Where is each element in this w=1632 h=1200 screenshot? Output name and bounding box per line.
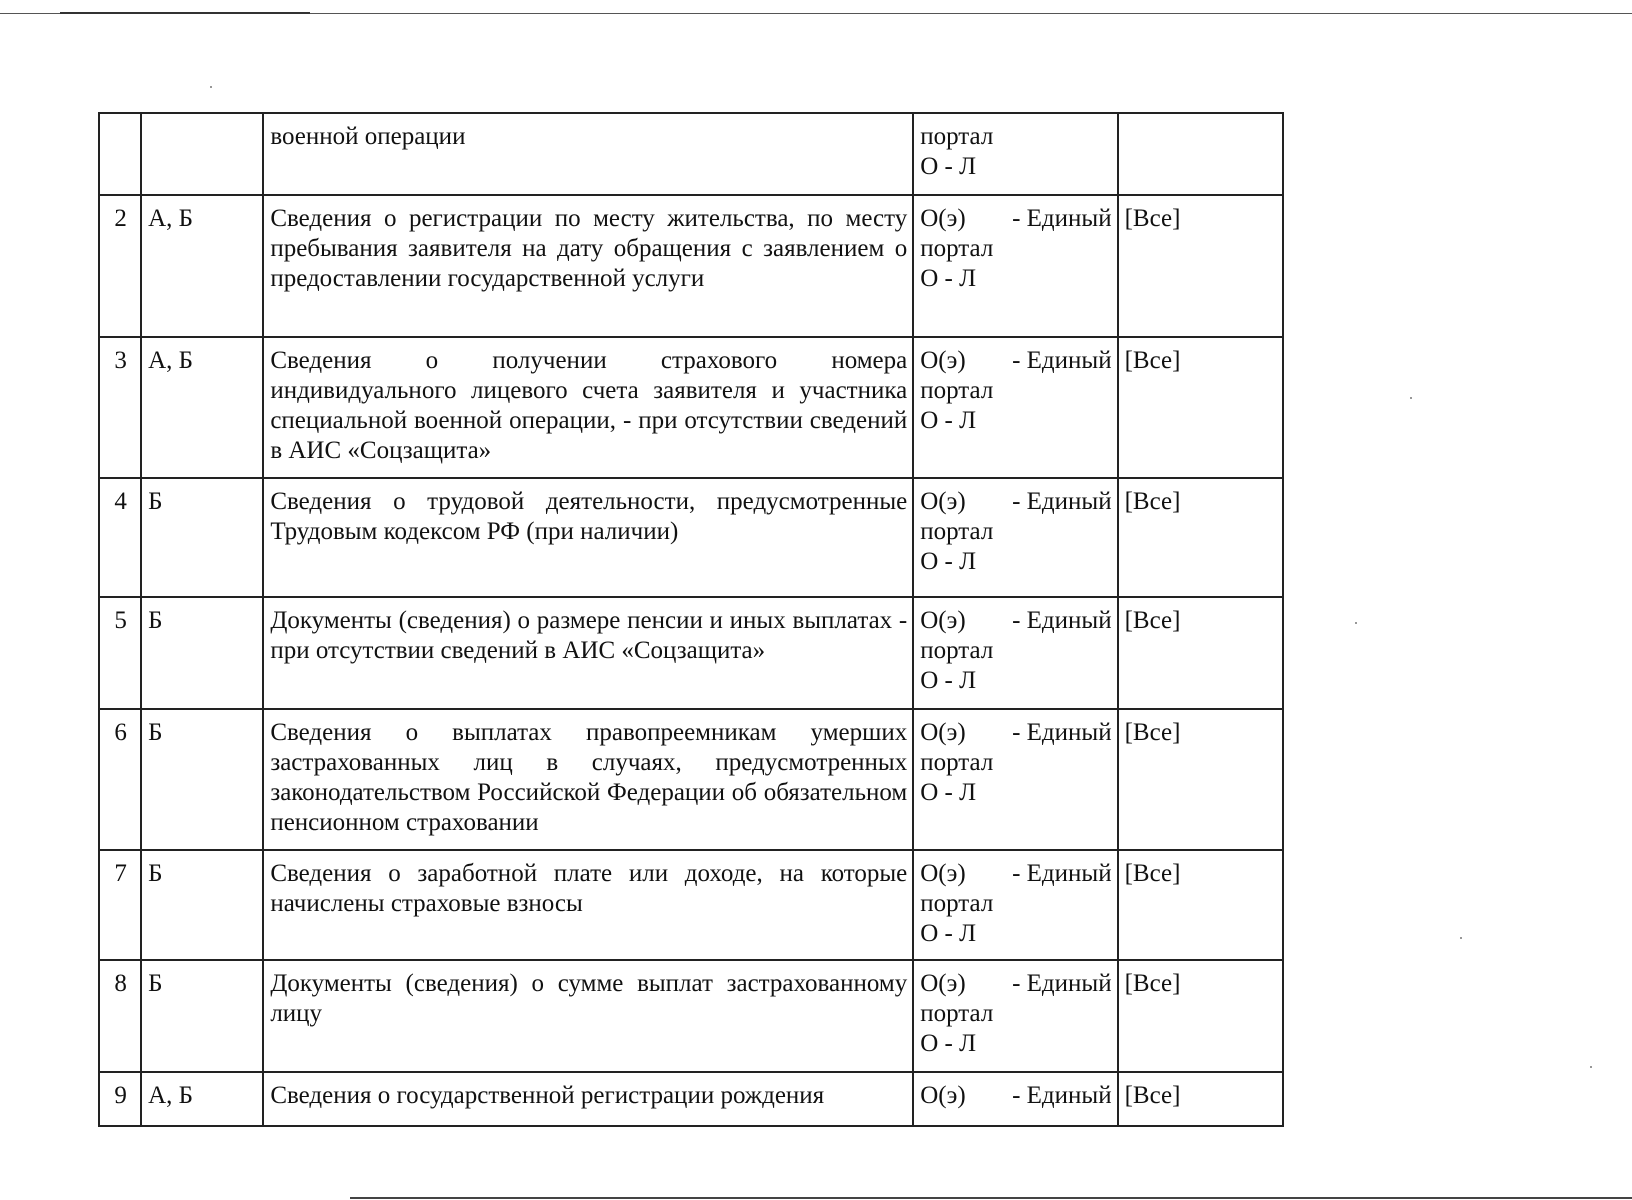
source-form-code: О - Л (920, 779, 977, 806)
source-type: О(э) (920, 607, 966, 634)
table-row (99, 478, 1283, 597)
row-description: Документы (сведения) о размере пенсии и иных выплатах - при отсутствии сведений в АИС «Соцзащита» (263, 597, 913, 709)
source-type: О(э) (920, 488, 966, 515)
source-portal-name: - Единый (1012, 860, 1112, 887)
row-recipients: [Все] (1118, 1072, 1283, 1126)
row-description: Сведения о регистрации по месту жительства, по месту пребывания заявителя на дату обращения с заявлением о предоставлении государственной услуги (263, 195, 913, 337)
row-categories: Б (141, 478, 263, 597)
table-row (99, 850, 1283, 960)
source-type: О(э) (920, 347, 966, 374)
row-source (913, 113, 1117, 195)
row-categories: Б (141, 597, 263, 709)
source-type: О(э) (920, 970, 966, 997)
row-source (913, 960, 1117, 1072)
table-row (99, 960, 1283, 1072)
source-form-code: О - Л (920, 153, 977, 180)
scan-speck (1590, 1066, 1592, 1068)
source-type-line (920, 204, 1111, 234)
scan-speck (210, 86, 212, 88)
row-source (913, 597, 1117, 709)
row-recipients: [Все] (1118, 597, 1283, 709)
source-type-line (920, 969, 1111, 999)
source-type: О(э) (920, 205, 966, 232)
row-categories: Б (141, 960, 263, 1072)
row-description: Документы (сведения) о сумме выплат застрахованному лицу (263, 960, 913, 1072)
row-recipients: [Все] (1118, 478, 1283, 597)
source-type-line (920, 487, 1111, 517)
row-number: 5 (99, 597, 141, 709)
source-portal-name: - Единый (1012, 1082, 1112, 1109)
row-recipients: [Все] (1118, 195, 1283, 337)
table-row (99, 337, 1283, 478)
source-type-line (920, 606, 1111, 636)
row-categories: А, Б (141, 1072, 263, 1126)
scan-edge-bottom (350, 1197, 1632, 1199)
row-source (913, 850, 1117, 960)
source-type-line (920, 859, 1111, 889)
table-row (99, 195, 1283, 337)
row-source (913, 709, 1117, 850)
row-recipients: [Все] (1118, 709, 1283, 850)
source-form-code: О - Л (920, 920, 977, 947)
row-description: Сведения о государственной регистрации рождения (263, 1072, 913, 1126)
row-number: 6 (99, 709, 141, 850)
row-number: 2 (99, 195, 141, 337)
row-source (913, 478, 1117, 597)
source-form-code: О - Л (920, 667, 977, 694)
table-row (99, 597, 1283, 709)
table-row (99, 113, 1283, 195)
row-number: 3 (99, 337, 141, 478)
scan-speck (1355, 622, 1357, 624)
row-number (99, 113, 141, 195)
row-categories: А, Б (141, 337, 263, 478)
row-categories (141, 113, 263, 195)
row-source (913, 1072, 1117, 1126)
scan-speck (1410, 397, 1412, 399)
source-type: О(э) (920, 1082, 966, 1109)
row-description: Сведения о трудовой деятельности, предусмотренные Трудовым кодексом РФ (при наличии) (263, 478, 913, 597)
row-source (913, 337, 1117, 478)
row-recipients: [Все] (1118, 850, 1283, 960)
source-form-code: О - Л (920, 1030, 977, 1057)
row-description: Сведения о получении страхового номера индивидуального лицевого счета заявителя и участника специальной военной операции, - при отсутствии сведений в АИС «Соцзащита» (263, 337, 913, 478)
source-portal-name: - Единый (1012, 719, 1112, 746)
row-number: 9 (99, 1072, 141, 1126)
row-recipients: [Все] (1118, 337, 1283, 478)
source-portal-name: - Единый (1012, 488, 1112, 515)
row-source (913, 195, 1117, 337)
row-description: Сведения о выплатах правопреемникам умерших застрахованных лиц в случаях, предусмотренных законодательством Российской Федерации об обязательном пенсионном страховании (263, 709, 913, 850)
row-number: 7 (99, 850, 141, 960)
row-categories: А, Б (141, 195, 263, 337)
row-recipients: [Все] (1118, 960, 1283, 1072)
source-portal-word: портал (920, 749, 994, 776)
source-form-code: О - Л (920, 407, 977, 434)
source-type: О(э) (920, 719, 966, 746)
source-portal-word: портал (920, 890, 994, 917)
source-portal-word: портал (920, 518, 994, 545)
scan-edge-top-mark (60, 12, 310, 14)
row-description: Сведения о заработной плате или доходе, на которые начислены страховые взносы (263, 850, 913, 960)
source-portal-word: портал (920, 637, 994, 664)
row-categories: Б (141, 850, 263, 960)
row-recipients (1118, 113, 1283, 195)
row-categories: Б (141, 709, 263, 850)
source-portal-name: - Единый (1012, 607, 1112, 634)
source-type: О(э) (920, 860, 966, 887)
scan-speck (1460, 937, 1462, 939)
row-description: военной операции (263, 113, 913, 195)
documents-table (98, 112, 1284, 1127)
source-type-line (920, 1081, 1111, 1111)
source-portal-word: портал (920, 1000, 994, 1027)
source-portal-word: портал (920, 235, 994, 262)
source-portal-name: - Единый (1012, 970, 1112, 997)
source-portal-word: портал (920, 123, 994, 150)
source-form-code: О - Л (920, 265, 977, 292)
row-number: 8 (99, 960, 141, 1072)
source-portal-name: - Единый (1012, 205, 1112, 232)
table-row (99, 709, 1283, 850)
source-type-line (920, 718, 1111, 748)
source-portal-word: портал (920, 377, 994, 404)
table-row (99, 1072, 1283, 1126)
source-portal-name: - Единый (1012, 347, 1112, 374)
row-number: 4 (99, 478, 141, 597)
documents-table-body (99, 113, 1283, 1126)
source-form-code: О - Л (920, 548, 977, 575)
source-type-line (920, 346, 1111, 376)
